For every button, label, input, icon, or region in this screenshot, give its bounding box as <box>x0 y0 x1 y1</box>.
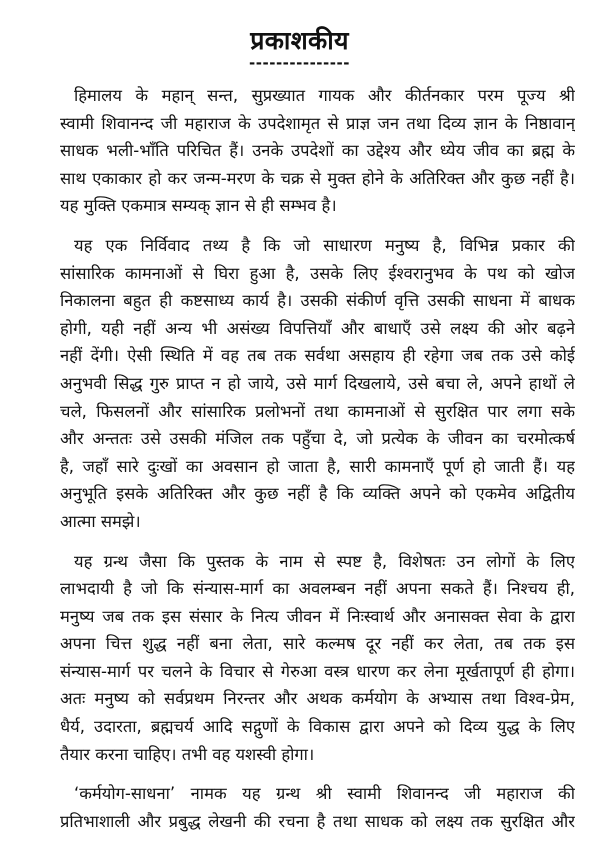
page-title: प्रकाशकीय <box>250 26 349 55</box>
text-line: यह ग्रन्थ जैसा कि पुस्तक के नाम से स्पष्ट है, विशेषतः उन लोगों के लिए <box>74 551 575 571</box>
text-line: साधक भली-भाँति परिचित हैं। उनके उपदेशों का उद्देश्य और ध्येय जीव का ब्रह्म के <box>60 141 575 161</box>
text-line: होगी, यही नहीं अन्य भी असंख्य विपत्तियाँ और बाधाएँ उसे लक्ष्य की ओर बढ़ने <box>60 318 575 338</box>
text-line: सांसारिक कामनाओं से घिरा हुआ है, उसके लिए ईश्वरानुभव के पथ को खोज <box>60 263 575 283</box>
paragraph-2 <box>60 232 575 536</box>
text-line: आत्मा समझे। <box>60 511 141 531</box>
text-line: स्वामी शिवानन्द जी महाराज के उपदेशामृत से प्राज्ञ जन तथा दिव्य ज्ञान के निष्ठावान् <box>60 113 575 133</box>
text-line: अनुभवी सिद्ध गुरु प्राप्त न हो जाये, उसे मार्ग दिखलाये, उसे बचा ले, अपने हाथों ले <box>60 373 575 393</box>
text-line: तैयार करना चाहिए। तभी वह यशस्वी होगा। <box>60 744 315 764</box>
text-line: और अन्ततः उसे उसकी मंजिल तक पहुँचा दे, जो प्रत्येक के जीवन का चरमोत्कर्ष <box>60 429 575 449</box>
title-underline: --------------- <box>249 54 350 72</box>
text-line: निकालना बहुत ही कष्टसाध्य कार्य है। उसकी संकीर्ण वृत्ति उसकी साधना में बाधक <box>60 291 575 311</box>
text-line: लाभदायी है जो कि संन्यास-मार्ग का अवलम्बन नहीं अपना सकते हैं। निश्चय ही, <box>60 579 575 599</box>
text-line: अपना चित्त शुद्ध नहीं बना लेता, सारे कल्मष दूर नहीं कर लेता, तब तक इस <box>60 634 575 654</box>
paragraph-1 <box>60 82 575 220</box>
text-line: यह मुक्ति एकमात्र सम्यक् ज्ञान से ही सम्भव है। <box>60 196 337 216</box>
text-line: धैर्य, उदारता, ब्रह्मचर्य आदि सद्गुणों के विकास द्वारा अपने को दिव्य युद्ध के लिए <box>60 717 575 737</box>
text-line: है, जहाँ सारे दुःखों का अवसान हो जाता है, सारी कामनाएँ पूर्ण हो जाती हैं। यह <box>60 456 575 476</box>
text-line: नहीं देंगी। ऐसी स्थिति में वह तब तक सर्वथा असहाय ही रहेगा जब तक उसे कोई <box>60 346 575 366</box>
text-line: अतः मनुष्य को सर्वप्रथम निरन्तर और अथक कर्मयोग के अभ्यास तथा विश्व-प्रेम, <box>60 689 575 709</box>
text-line: यह एक निर्विवाद तथ्य है कि जो साधारण मनुष्य है, विभिन्न प्रकार की <box>74 235 575 255</box>
paragraph-3 <box>60 548 575 769</box>
text-line: प्रतिभाशाली और प्रबुद्ध लेखनी की रचना है तथा साधक को लक्ष्य तक सुरक्षित और <box>60 811 575 831</box>
text-line: हिमालय के महान् सन्त, सुप्रख्यात गायक और कीर्तनकार परम पूज्य श्री <box>74 86 575 105</box>
text-line: साथ एकाकार हो कर जन्म-मरण के चक्र से मुक्त होने के अतिरिक्त और कुछ नहीं है। <box>60 168 575 188</box>
text-line: अनुभूति इसके अतिरिक्त और कुछ नहीं है कि व्यक्ति अपने को एकमेव अद्वितीय <box>60 484 575 504</box>
text-line: ‘कर्मयोग-साधना’ नामक यह ग्रन्थ श्री स्वामी शिवानन्द जी महाराज की <box>74 784 575 804</box>
paragraph-4 <box>60 780 575 835</box>
text-line: मनुष्य जब तक इस संसार के नित्य जीवन में निःस्वार्थ और अनासक्त सेवा के द्वारा <box>60 606 575 626</box>
text-line: संन्यास-मार्ग पर चलने के विचार से गेरुआ वस्त्र धारण कर लेना मूर्खतापूर्ण ही होगा। <box>60 661 575 681</box>
text-line: चले, फिसलनों और सांसारिक प्रलोभनों तथा कामनाओं से सुरक्षित पार लगा सके <box>60 401 575 421</box>
